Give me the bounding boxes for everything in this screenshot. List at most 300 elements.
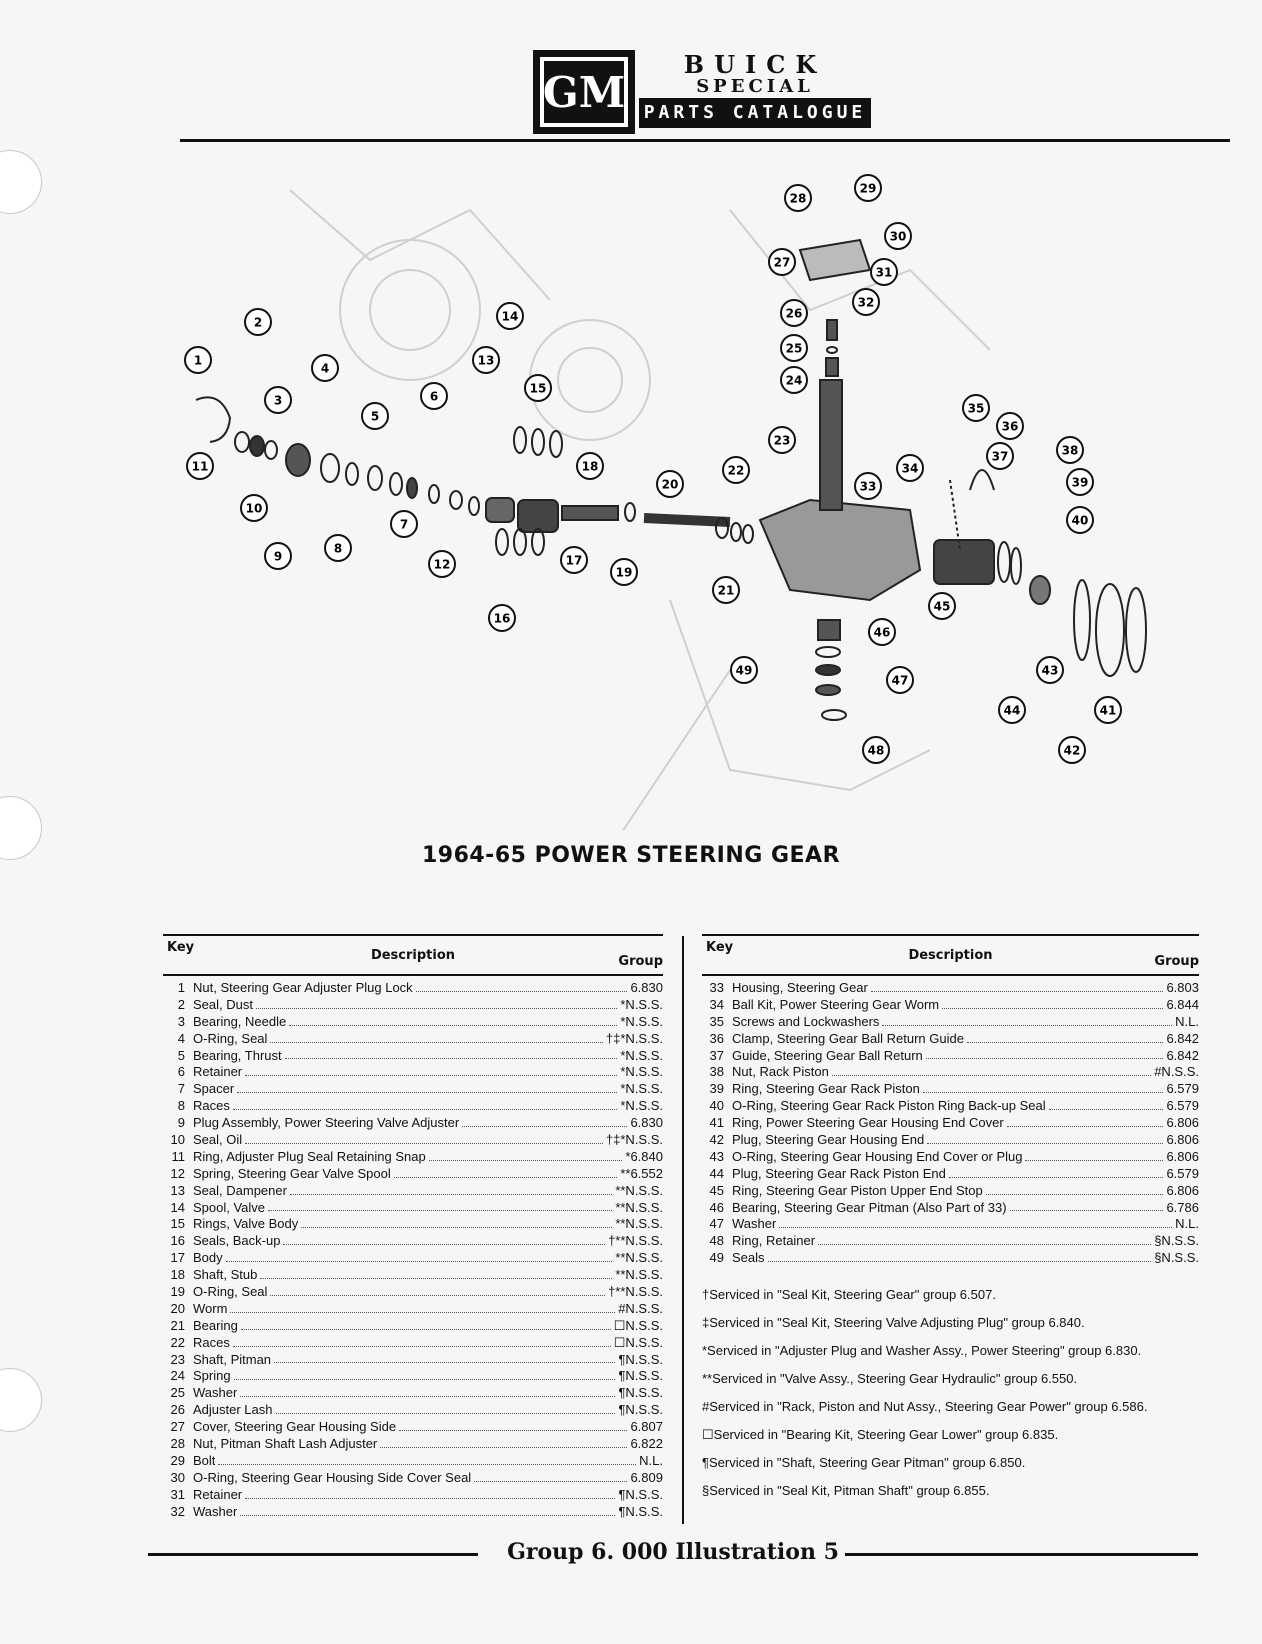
part-description: Seal, Oil	[193, 1132, 243, 1148]
part-description: Shaft, Pitman	[193, 1351, 272, 1367]
lash-adjuster-26	[827, 320, 837, 340]
callout-16	[489, 605, 515, 631]
callout-number: 37	[991, 449, 1009, 464]
part-group: ¶N.S.S.	[618, 1385, 663, 1401]
leader-dots	[926, 1048, 1164, 1060]
race-8b	[390, 473, 402, 495]
pitman-bearing-46	[818, 620, 840, 640]
callout-number: 49	[735, 663, 753, 678]
leader-dots	[399, 1419, 627, 1431]
part-row	[163, 1166, 663, 1183]
part-description: Adjuster Lash	[193, 1402, 273, 1418]
brand-name: BUICK	[683, 50, 827, 79]
leader-dots	[882, 1014, 1172, 1026]
part-row	[163, 980, 663, 997]
part-key: 23	[170, 1351, 185, 1367]
leader-dots	[1025, 1149, 1163, 1161]
callout-number: 5	[370, 409, 380, 424]
part-row	[163, 1402, 663, 1419]
part-key: 3	[177, 1013, 185, 1029]
part-key: 8	[177, 1098, 185, 1114]
part-row	[163, 1470, 663, 1487]
callout-4	[312, 355, 338, 381]
part-row	[163, 1453, 663, 1470]
part-group: 6.806	[1166, 1115, 1199, 1131]
part-group: 6.579	[1166, 1081, 1199, 1097]
callout-number: 14	[501, 309, 519, 324]
thrust-bearing-5	[368, 466, 382, 490]
callout-number: 34	[901, 461, 919, 476]
callout-number: 48	[867, 743, 885, 758]
part-description: Plug, Steering Gear Rack Piston End	[732, 1165, 946, 1181]
part-key: 39	[709, 1081, 724, 1097]
callout-21	[713, 577, 739, 603]
leader-dots	[245, 1064, 617, 1076]
part-key: 19	[170, 1284, 185, 1300]
part-description: Spool, Valve	[193, 1199, 266, 1215]
callout-44	[999, 697, 1025, 723]
callout-29	[855, 175, 881, 201]
part-key: 17	[170, 1250, 185, 1266]
leader-dots	[268, 1200, 612, 1212]
part-row	[163, 1368, 663, 1385]
part-row	[702, 1200, 1199, 1217]
service-footnotes	[702, 1286, 1202, 1510]
part-group: *N.S.S.	[620, 1013, 663, 1029]
seal-oil-10	[250, 436, 264, 456]
seal-13	[469, 497, 479, 515]
parts-table-right	[702, 934, 1199, 1267]
callout-number: 16	[493, 611, 511, 626]
callout-5	[362, 403, 388, 429]
part-group: *N.S.S.	[620, 1064, 663, 1080]
part-description: Screws and Lockwashers	[732, 1013, 880, 1029]
part-key: 37	[709, 1047, 724, 1063]
part-description: Bolt	[193, 1452, 216, 1468]
part-row	[163, 1183, 663, 1200]
leader-dots	[256, 997, 617, 1009]
part-group: *N.S.S.	[620, 996, 663, 1012]
part-description: Ring, Adjuster Plug Seal Retaining Snap	[193, 1148, 426, 1164]
part-description: Retainer	[193, 1486, 243, 1502]
leader-dots	[380, 1436, 627, 1448]
callout-11	[187, 453, 213, 479]
callout-number: 26	[785, 306, 803, 321]
washer-47	[816, 665, 840, 675]
callout-41	[1095, 697, 1121, 723]
washer-25	[827, 347, 837, 353]
callout-18	[577, 453, 603, 479]
callout-number: 29	[859, 181, 877, 196]
part-row	[702, 1081, 1199, 1098]
callout-38	[1057, 437, 1083, 463]
part-key: 24	[170, 1368, 185, 1384]
part-row	[702, 1014, 1199, 1031]
part-row	[702, 1064, 1199, 1081]
leader-dots	[240, 1385, 615, 1397]
callout-number: 7	[399, 517, 409, 532]
part-description: Races	[193, 1098, 230, 1114]
callout-number: 30	[889, 229, 907, 244]
part-group: 6.822	[630, 1436, 663, 1452]
part-row	[163, 1487, 663, 1504]
footnote: *Serviced in "Adjuster Plug and Washer Assy., Power Steering" group 6.830.	[702, 1343, 1142, 1358]
callout-46	[869, 619, 895, 645]
part-group: **N.S.S.	[615, 1250, 663, 1266]
part-description: Clamp, Steering Gear Ball Return Guide	[732, 1030, 964, 1046]
part-group: ¶N.S.S.	[618, 1368, 663, 1384]
part-group: 6.844	[1166, 996, 1199, 1012]
callout-number: 25	[785, 341, 803, 356]
leader-dots	[241, 1318, 611, 1330]
parts-list-left	[163, 980, 663, 1521]
binder-hole-bottom	[0, 1368, 42, 1432]
header-description: Description	[370, 948, 456, 963]
leader-dots	[871, 980, 1164, 992]
part-row	[163, 1216, 663, 1233]
part-row	[702, 997, 1199, 1014]
part-key: 38	[709, 1064, 724, 1080]
part-row	[702, 1115, 1199, 1132]
callout-number: 41	[1099, 703, 1117, 718]
part-key: 26	[170, 1402, 185, 1418]
part-description: Housing, Steering Gear	[732, 980, 868, 995]
callout-number: 45	[933, 599, 951, 614]
callout-number: 23	[773, 433, 791, 448]
ring-39	[998, 542, 1010, 582]
callout-number: 40	[1071, 513, 1089, 528]
part-key: 7	[177, 1081, 185, 1097]
leader-dots	[233, 1098, 618, 1110]
callout-number: 20	[661, 477, 679, 492]
plug-44	[1030, 576, 1050, 604]
part-key: 11	[171, 1148, 185, 1164]
callout-number: 13	[477, 353, 495, 368]
callout-23	[769, 427, 795, 453]
part-description: O-Ring, Steering Gear Housing Side Cover Seal	[193, 1469, 472, 1485]
part-row	[163, 1081, 663, 1098]
part-group: 6.830	[630, 980, 663, 995]
ball-guide-37	[970, 470, 994, 490]
part-description: Cover, Steering Gear Housing Side	[193, 1419, 397, 1435]
callout-number: 10	[245, 501, 263, 516]
part-group: 6.806	[1166, 1132, 1199, 1148]
spacer-7	[407, 478, 417, 498]
leader-dots	[394, 1166, 618, 1178]
part-row	[163, 1385, 663, 1402]
leader-dots	[260, 1267, 612, 1279]
footnote: #Serviced in "Rack, Piston and Nut Assy., Steering Gear Power" group 6.586.	[702, 1399, 1148, 1414]
part-key: 42	[709, 1132, 724, 1148]
part-key: 4	[177, 1030, 185, 1046]
part-description: Ring, Retainer	[732, 1233, 816, 1249]
part-key: 10	[170, 1132, 185, 1148]
leader-dots	[818, 1233, 1151, 1245]
oring-4	[321, 454, 339, 482]
part-row	[163, 997, 663, 1014]
part-key: 20	[170, 1300, 185, 1316]
callout-31	[871, 259, 897, 285]
part-row	[163, 1250, 663, 1267]
part-group: 6.806	[1166, 1148, 1199, 1164]
callout-2	[245, 309, 271, 335]
part-key: 1	[177, 980, 185, 995]
callout-27	[769, 249, 795, 275]
callout-number: 47	[891, 673, 909, 688]
valve-spool-14	[486, 498, 514, 522]
part-row	[163, 1115, 663, 1132]
header-key: Key	[167, 940, 195, 955]
part-key: 28	[170, 1436, 185, 1452]
part-group: ☐N.S.S.	[613, 1334, 663, 1350]
part-group: 6.579	[1166, 1165, 1199, 1181]
part-description: Spacer	[193, 1081, 235, 1097]
valve-ring-15a	[514, 427, 526, 453]
part-description: Seals	[732, 1250, 765, 1266]
callout-number: 28	[789, 191, 807, 206]
parts-list-right	[702, 980, 1199, 1267]
part-key: 33	[709, 980, 724, 995]
callout-32	[853, 289, 879, 315]
part-row	[163, 1031, 663, 1048]
part-row	[163, 1048, 663, 1065]
footer-label: Group 6. 000 Illustration 5	[501, 1539, 845, 1565]
leader-dots	[234, 1368, 616, 1380]
part-key: 30	[170, 1469, 185, 1485]
leader-dots	[218, 1453, 636, 1465]
header-group: Group	[618, 954, 663, 969]
callout-number: 3	[273, 393, 283, 408]
leader-dots	[240, 1504, 615, 1516]
valve-body-17	[518, 500, 558, 532]
part-key: 41	[709, 1115, 724, 1131]
part-key: 36	[709, 1030, 724, 1046]
part-description: Washer	[732, 1216, 777, 1232]
callout-19	[611, 559, 637, 585]
callout-40	[1067, 507, 1093, 533]
callout-number: 46	[873, 625, 891, 640]
callout-number: 32	[857, 295, 875, 310]
valve-ring-15b	[532, 429, 544, 455]
backup-seal-16b	[514, 529, 526, 555]
callout-10	[241, 495, 267, 521]
part-group: ¶N.S.S.	[618, 1486, 663, 1502]
part-group: †‡*N.S.S.	[605, 1132, 663, 1148]
part-description: O-Ring, Seal	[193, 1030, 268, 1046]
part-row	[702, 1233, 1199, 1250]
callout-number: 8	[333, 541, 343, 556]
callout-number: 9	[273, 549, 283, 564]
rack-piston-38	[934, 540, 994, 584]
spring-24	[826, 358, 838, 376]
oring-40	[1011, 548, 1021, 584]
part-row	[702, 1250, 1199, 1267]
part-group: ¶N.S.S.	[618, 1503, 663, 1519]
gm-logo: GM	[533, 50, 635, 134]
callout-13	[473, 347, 499, 373]
part-description: Washer	[193, 1503, 238, 1519]
housing-33	[760, 500, 920, 600]
part-description: Worm	[193, 1300, 228, 1316]
part-description: Nut, Rack Piston	[732, 1064, 829, 1080]
table-header-right	[702, 934, 1199, 976]
part-group: †‡*N.S.S.	[605, 1030, 663, 1046]
part-row	[163, 1318, 663, 1335]
leader-dots	[1049, 1098, 1164, 1110]
part-group: **6.552	[620, 1165, 663, 1181]
part-description: Ball Kit, Power Steering Gear Worm	[732, 996, 940, 1012]
callout-number: 17	[565, 553, 583, 568]
part-group: **N.S.S.	[615, 1182, 663, 1198]
part-description: Nut, Pitman Shaft Lash Adjuster	[193, 1436, 378, 1452]
leader-dots	[270, 1284, 605, 1296]
part-group: 6.803	[1166, 980, 1199, 995]
part-description: Races	[193, 1334, 230, 1350]
callout-1	[185, 347, 211, 373]
part-group: 6.830	[630, 1115, 663, 1131]
part-key: 47	[709, 1216, 724, 1232]
callout-48	[863, 737, 889, 763]
leader-dots	[276, 1402, 616, 1414]
callout-number: 1	[193, 353, 203, 368]
callout-49	[731, 657, 757, 683]
callout-number: 42	[1063, 743, 1081, 758]
callout-number: 19	[615, 565, 633, 580]
part-row	[163, 1301, 663, 1318]
part-key: 21	[170, 1317, 185, 1333]
part-key: 44	[709, 1165, 724, 1181]
snap-ring-1	[196, 397, 230, 442]
callout-number: 22	[727, 463, 745, 478]
part-description: Ring, Power Steering Gear Housing End Cover	[732, 1115, 1004, 1131]
part-description: Seal, Dampener	[193, 1182, 287, 1198]
races-22b	[743, 525, 753, 543]
part-group: 6.842	[1166, 1030, 1199, 1046]
part-group: ☐N.S.S.	[613, 1317, 663, 1333]
part-key: 16	[170, 1233, 185, 1249]
part-group: ¶N.S.S.	[618, 1351, 663, 1367]
header-rule	[180, 139, 1230, 142]
part-description: Ring, Steering Gear Rack Piston	[732, 1081, 920, 1097]
part-description: Bearing, Needle	[193, 1013, 287, 1029]
part-group: **N.S.S.	[615, 1199, 663, 1215]
end-plug-42	[1096, 584, 1124, 676]
part-key: 22	[170, 1334, 185, 1350]
part-description: Spring	[193, 1368, 231, 1384]
part-description: Body	[193, 1250, 223, 1266]
callout-28	[785, 185, 811, 211]
callout-45	[929, 593, 955, 619]
part-group: 6.842	[1166, 1047, 1199, 1063]
part-group: #N.S.S.	[618, 1300, 663, 1316]
binder-hole-top	[0, 150, 42, 214]
part-description: Rings, Valve Body	[193, 1216, 299, 1232]
part-group: †**N.S.S.	[608, 1233, 663, 1249]
leader-dots	[283, 1233, 605, 1245]
callout-number: 6	[429, 389, 439, 404]
part-description: Seal, Dust	[193, 996, 253, 1012]
part-group: 6.809	[630, 1469, 663, 1485]
leader-dots	[1007, 1115, 1164, 1127]
part-key: 6	[177, 1064, 185, 1080]
part-row	[163, 1419, 663, 1436]
part-group: #N.S.S.	[1154, 1064, 1199, 1080]
part-description: Spring, Steering Gear Valve Spool	[193, 1165, 391, 1181]
callout-number: 44	[1003, 703, 1021, 718]
part-group: §N.S.S.	[1154, 1233, 1199, 1249]
part-group: **N.S.S.	[615, 1216, 663, 1232]
part-description: Bearing, Thrust	[193, 1047, 282, 1063]
part-group: N.L.	[1175, 1216, 1199, 1232]
callout-30	[885, 223, 911, 249]
footnote: **Serviced in "Valve Assy., Steering Gear Hydraulic" group 6.550.	[702, 1371, 1078, 1386]
leader-dots	[927, 1132, 1163, 1144]
seal-dust-2	[235, 432, 249, 452]
part-key: 40	[709, 1098, 724, 1114]
part-key: 18	[170, 1267, 185, 1283]
callout-47	[887, 667, 913, 693]
exploded-diagram	[170, 150, 1200, 830]
part-description: O-Ring, Seal	[193, 1284, 268, 1300]
callout-26	[781, 300, 807, 326]
leader-dots	[923, 1081, 1164, 1093]
footnote: ☐Serviced in "Bearing Kit, Steering Gear Lower" group 6.835.	[702, 1427, 1059, 1442]
stub-shaft-18	[562, 506, 618, 520]
part-key: 12	[170, 1165, 185, 1181]
backup-seal-16a	[496, 529, 508, 555]
part-description: Washer	[193, 1385, 238, 1401]
leader-dots	[779, 1216, 1172, 1228]
part-description: Guide, Steering Gear Ball Return	[732, 1047, 923, 1063]
leader-dots	[285, 1048, 618, 1060]
series-name: SPECIAL	[696, 76, 814, 97]
callout-number: 33	[859, 479, 877, 494]
side-cover-27	[800, 240, 870, 280]
leader-dots	[226, 1250, 613, 1262]
part-row	[163, 1132, 663, 1149]
parts-table-left	[163, 934, 663, 1521]
callout-number: 38	[1061, 443, 1079, 458]
leader-dots	[274, 1352, 615, 1364]
callout-8	[325, 535, 351, 561]
part-row	[702, 1048, 1199, 1065]
part-key: 27	[170, 1419, 185, 1435]
illustration-title: 1964-65 POWER STEERING GEAR	[421, 843, 841, 868]
callout-12	[429, 551, 455, 577]
part-row	[163, 1200, 663, 1217]
callout-39	[1067, 469, 1093, 495]
leader-dots	[245, 1132, 603, 1144]
part-group: *6.840	[625, 1148, 663, 1164]
part-group: 6.786	[1166, 1199, 1199, 1215]
callout-number: 31	[875, 265, 893, 280]
part-key: 45	[709, 1182, 724, 1198]
callout-number: 27	[773, 255, 791, 270]
leader-dots	[416, 980, 628, 992]
part-description: O-Ring, Steering Gear Rack Piston Ring Back-up Seal	[732, 1098, 1046, 1114]
part-group: *N.S.S.	[620, 1098, 663, 1114]
part-description: Bearing	[193, 1317, 238, 1333]
part-key: 48	[709, 1233, 724, 1249]
catalogue-name: PARTS CATALOGUE	[639, 98, 871, 128]
leader-dots	[768, 1250, 1152, 1262]
retainer-ring-48	[822, 710, 846, 720]
callout-7	[391, 511, 417, 537]
callout-number: 43	[1041, 663, 1059, 678]
part-key: 14	[170, 1199, 185, 1215]
part-key: 29	[170, 1452, 185, 1468]
part-row	[702, 1031, 1199, 1048]
